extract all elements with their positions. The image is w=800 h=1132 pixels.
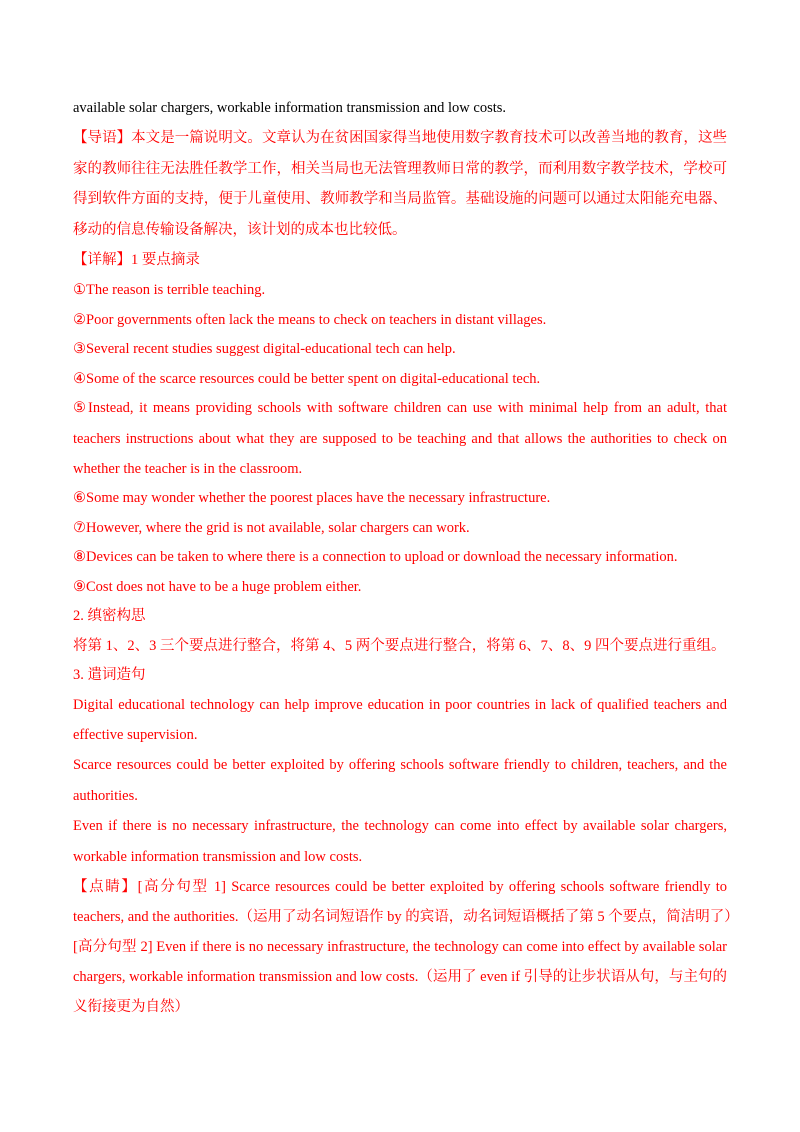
detail-heading: 【详解】1 要点摘录 xyxy=(73,252,200,268)
point-6: ⑥Some may wonder whether the poorest places have the necessary infrastructure. xyxy=(73,490,551,506)
text-line-continuation: available solar chargers, workable information transmission and low costs. xyxy=(73,100,507,116)
highlight-1-line-1: 【点睛】[高分句型 1] Scarce resources could be better exploited by offering schools software friendly to xyxy=(73,879,727,895)
point-8: ⑧Devices can be taken to where there is a connection to upload or download the necessary information. xyxy=(73,549,678,565)
highlight-1-line-2: teachers, and the authorities.（运用了动名词短语作 by 的宾语，动名词短语概括了第 5 个要点，简洁明了） xyxy=(73,909,739,925)
point-5-line-1: ⑤Instead, it means providing schools with software children can use with minimal help from an adult, that xyxy=(73,400,727,416)
highlight-2-line-2: chargers, workable information transmission and low costs.（运用了 even if 引导的让步状语从句，与主句的 xyxy=(73,969,727,985)
point-9: ⑨Cost does not have to be a huge problem either. xyxy=(73,579,362,595)
intro-line-1: 【导语】本文是一篇说明文。文章认为在贫困国家得当地使用数字教育技术可以改善当地的教育，这些 xyxy=(73,130,727,146)
wording-heading: 3. 遣词造句 xyxy=(73,667,146,683)
point-4: ④Some of the scarce resources could be better spent on digital-educational tech. xyxy=(73,371,541,387)
sentence-2-line-2: authorities. xyxy=(73,788,138,804)
point-2: ②Poor governments often lack the means to check on teachers in distant villages. xyxy=(73,312,547,328)
intro-line-2: 家的教师往往无法胜任教学工作，相关当局也无法管理教师日常的教学，而利用数字教学技术，学校可 xyxy=(73,161,727,177)
sentence-2-line-1: Scarce resources could be better exploited by offering schools software friendly to children, teachers, and the xyxy=(73,757,727,773)
sentence-3-line-1: Even if there is no necessary infrastructure, the technology can come into effect by available solar chargers, xyxy=(73,818,727,834)
point-5-line-3: whether the teacher is in the classroom. xyxy=(73,461,303,477)
highlight-2-line-1: [高分句型 2] Even if there is no necessary infrastructure, the technology can come into effect by available solar xyxy=(73,939,727,955)
intro-line-3: 得到软件方面的支持，便于儿童使用、教师教学和当局监管。基础设施的问题可以通过太阳能充电器、 xyxy=(73,191,727,207)
intro-line-4: 移动的信息传输设备解决，该计划的成本也比较低。 xyxy=(73,222,407,238)
point-3: ③Several recent studies suggest digital-educational tech can help. xyxy=(73,341,456,357)
point-1: ①The reason is terrible teaching. xyxy=(73,282,266,298)
point-7: ⑦However, where the grid is not available, solar chargers can work. xyxy=(73,520,470,536)
point-5-line-2: teachers instructions about what they are supposed to be teaching and that allows the authorities to check on xyxy=(73,431,727,447)
sentence-3-line-2: workable information transmission and low costs. xyxy=(73,849,363,865)
planning-text: 将第 1、2、3 三个要点进行整合，将第 4、5 两个要点进行整合，将第 6、7、8、9 四个要点进行重组。 xyxy=(73,638,726,654)
sentence-1-line-1: Digital educational technology can help improve education in poor countries in lack of qualified teachers and xyxy=(73,697,727,713)
highlight-2-line-3: 义衔接更为自然） xyxy=(73,999,189,1015)
sentence-1-line-2: effective supervision. xyxy=(73,727,198,743)
planning-heading: 2. 缜密构思 xyxy=(73,608,146,624)
